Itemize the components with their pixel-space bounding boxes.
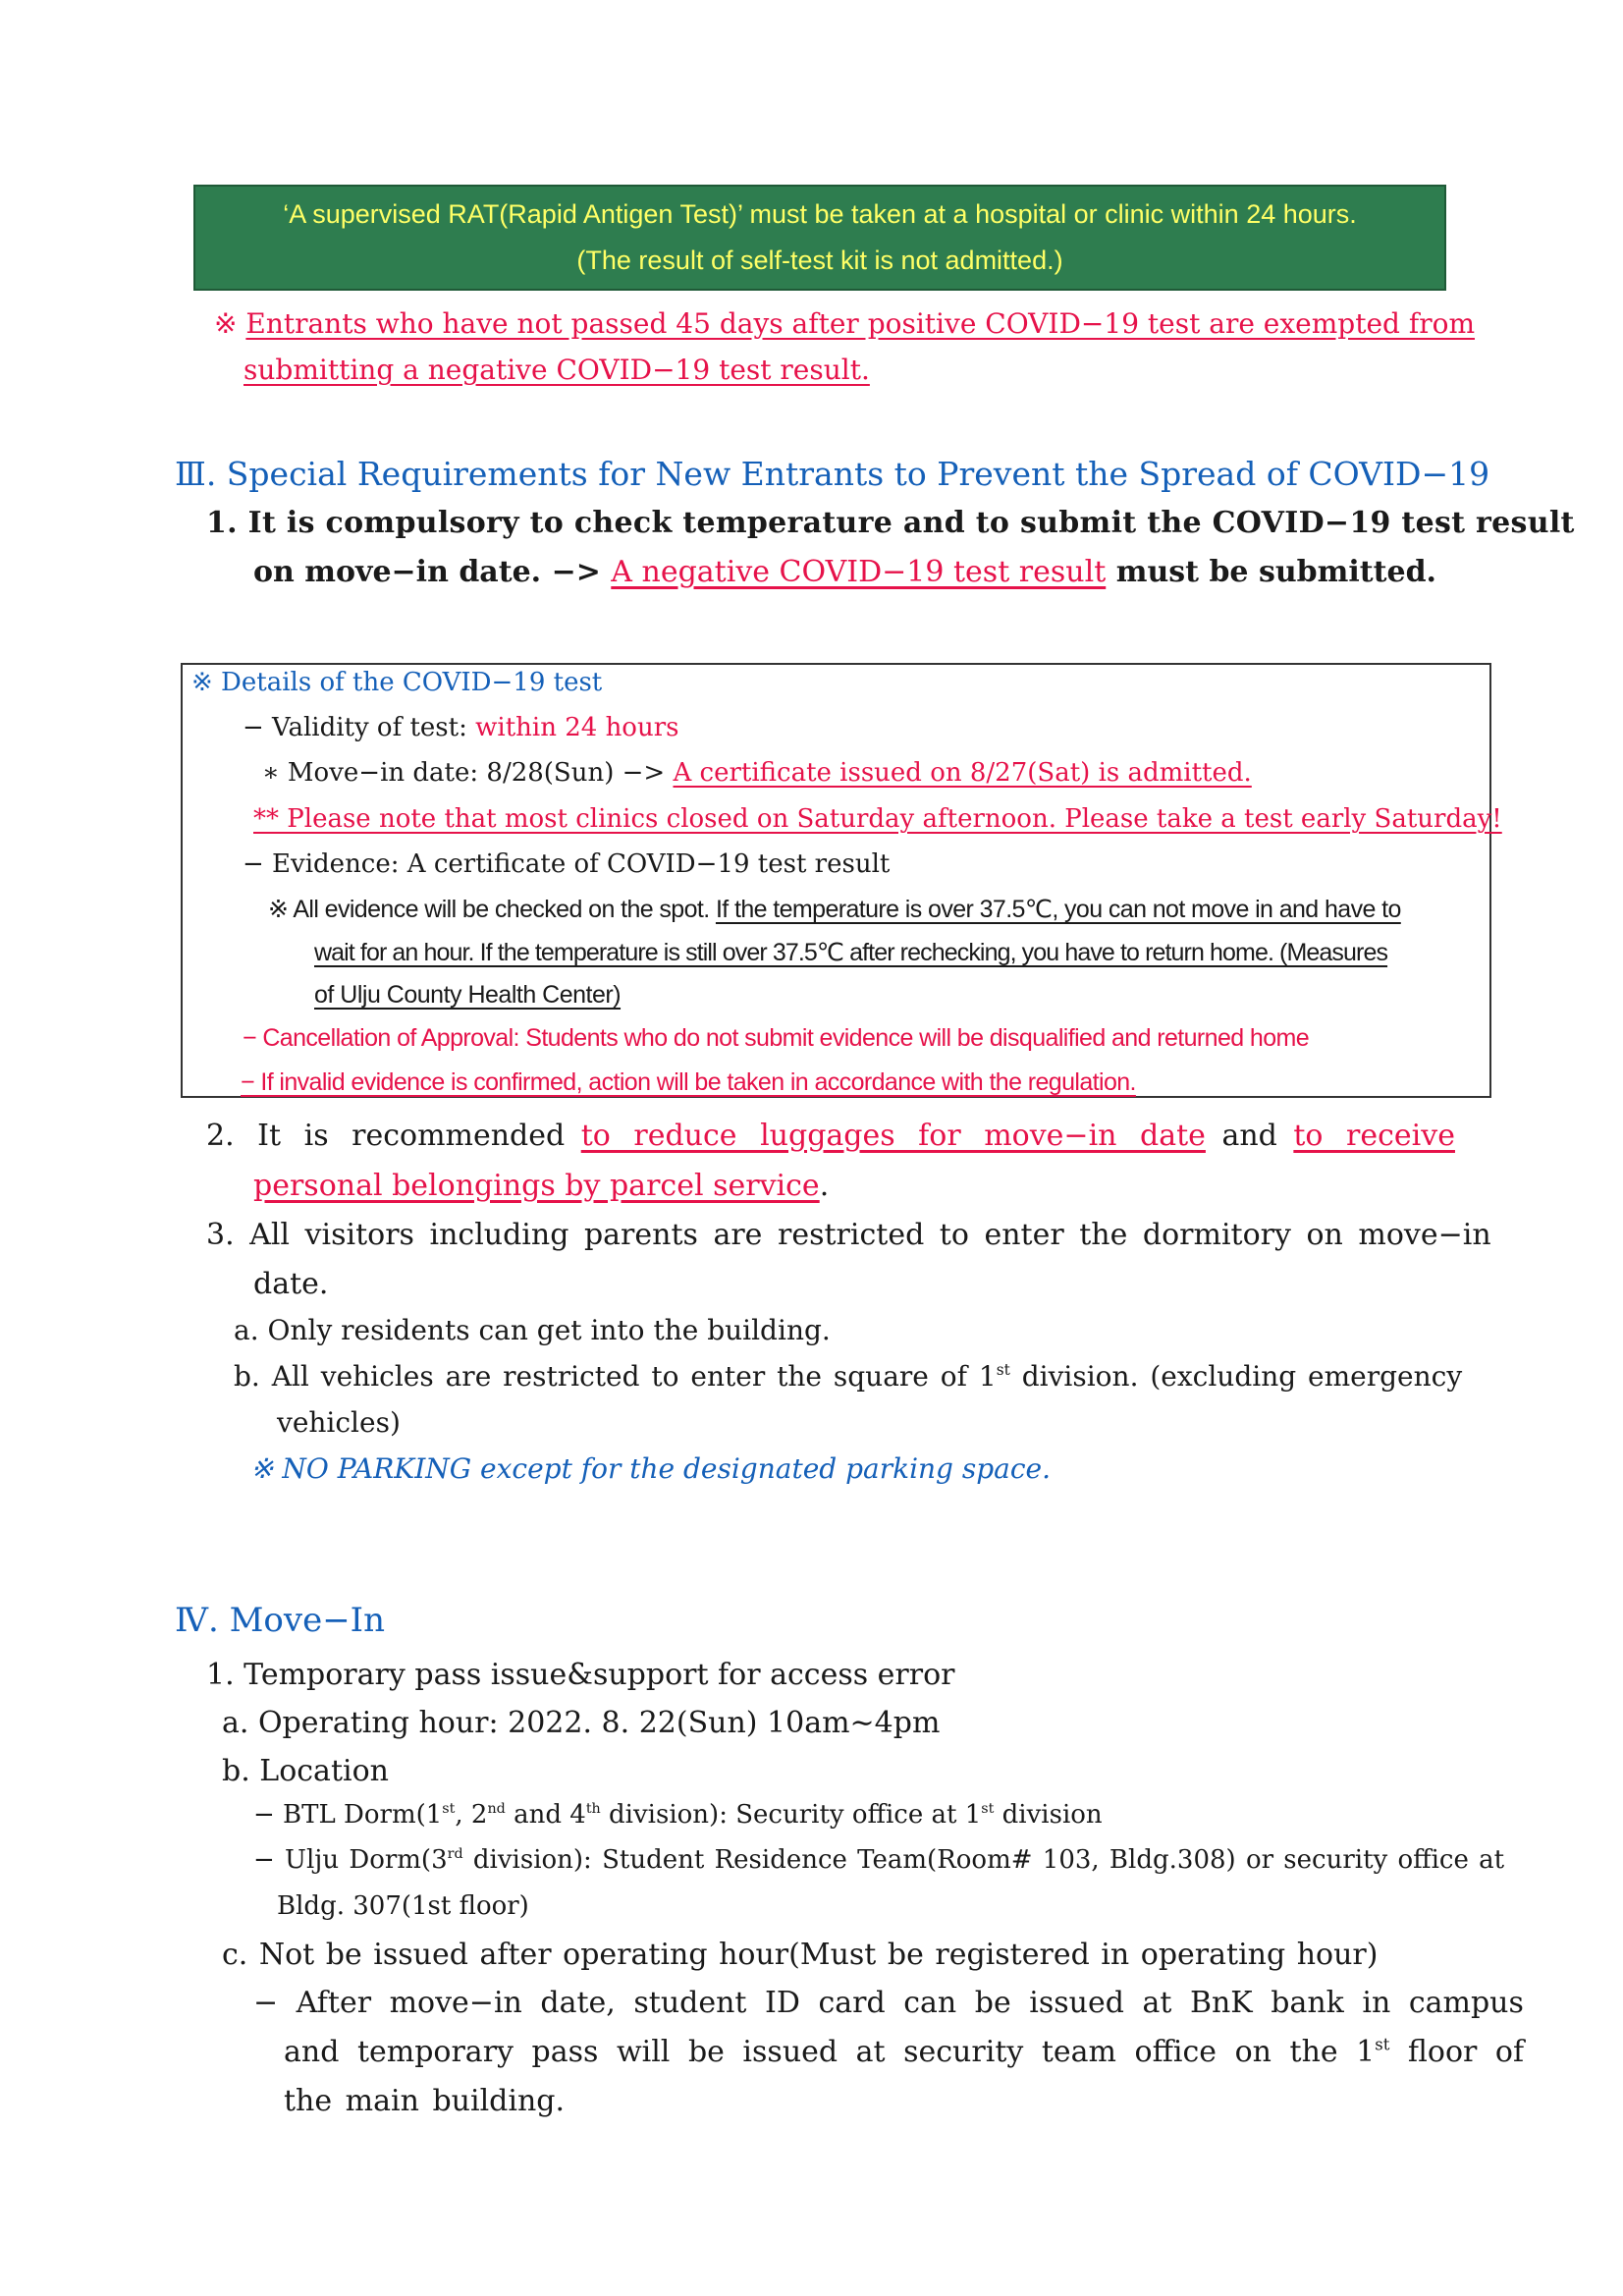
not-issued-line: c. Not be issued after operating hour(Must be registered in operating hour) <box>222 1938 1379 1972</box>
item-2-and: and <box>1221 1119 1277 1153</box>
validity-value: within 24 hours <box>475 713 679 742</box>
btl-text-1: − BTL Dorm(1 <box>253 1800 443 1830</box>
negative-test-highlight: A negative COVID−19 test result <box>611 555 1107 589</box>
item-1-text-a: on move−in date. −> <box>253 555 612 589</box>
banner-line-1: ‘A supervised RAT(Rapid Antigen Test)’ must be taken at a hospital or clinic within 24 hours. <box>283 199 1357 229</box>
exempt-note-line-2: submitting a negative COVID−19 test result. <box>243 354 870 386</box>
section-3-item-2-line-1 <box>206 1119 1455 1153</box>
ulju-dorm-line-2: Bldg. 307(1st floor) <box>277 1891 529 1921</box>
covid-test-banner <box>193 185 1446 291</box>
details-title: ※ Details of the COVID−19 test <box>191 668 603 697</box>
banner-line-2: (The result of self-test kit is not admitted.) <box>576 246 1063 275</box>
btl-text-4: division): Security office at 1 <box>600 1800 982 1830</box>
exempt-note-line-1 <box>214 307 1475 340</box>
after-movein-line-2 <box>284 2035 1524 2069</box>
cancellation-line: − Cancellation of Approval: Students who do not submit evidence will be disqualified and returned home <box>243 1024 1310 1052</box>
movein-value: A certificate issued on 8/27(Sat) is admitted. <box>673 758 1252 788</box>
section-3-item-1-line-1: 1. It is compulsory to check temperature and to submit the COVID−19 test result <box>206 506 1575 540</box>
check-line-1 <box>268 895 1401 924</box>
check-text-a: ※ All evidence will be checked on the spot. <box>268 896 716 923</box>
btl-text-5: division <box>994 1800 1103 1830</box>
ulju-text-1: − Ulju Dorm(3 <box>253 1845 448 1875</box>
btl-text-3: and 4 <box>505 1800 586 1830</box>
item-1-text-c: must be submitted. <box>1106 555 1436 589</box>
section-3-item-3-line-1: 3. All visitors including parents are restricted to enter the dormitory on move−in <box>206 1218 1491 1252</box>
parcel-service-highlight: personal belongings by parcel service <box>253 1169 820 1203</box>
item-3-b-line-1 <box>234 1360 1462 1393</box>
btl-sup-4: st <box>981 1801 995 1817</box>
btl-dorm-line <box>253 1800 1103 1830</box>
check-text-b: If the temperature is over 37.5℃, you can not move in and have to <box>715 896 1401 923</box>
movein-date-line <box>262 758 1252 788</box>
after-text-b: floor of <box>1389 2035 1525 2069</box>
btl-text-2: , 2 <box>455 1800 488 1830</box>
ulju-sup-1: rd <box>447 1846 463 1862</box>
receive-highlight: to receive <box>1293 1119 1455 1153</box>
ulju-text-2: division): Student Residence Team(Room# 103, Bldg.308) or security office at <box>462 1845 1505 1875</box>
section-4-heading: Ⅳ. Move−In <box>175 1601 386 1640</box>
parking-note: ※ NO PARKING except for the designated parking space. <box>250 1452 1052 1485</box>
item-3-a: a. Only residents can get into the building. <box>234 1314 831 1346</box>
validity-label: − Validity of test: <box>243 713 476 742</box>
section-3-item-2-line-2 <box>253 1169 829 1203</box>
invalid-evidence-line: − If invalid evidence is confirmed, action will be taken in accordance with the regulation. <box>241 1068 1136 1096</box>
movein-label: ∗ Move−in date: 8/28(Sun) −> <box>262 758 674 788</box>
item-3-b-pre: b. All vehicles are restricted to enter the square of 1 <box>234 1360 997 1393</box>
validity-line <box>243 713 678 742</box>
reduce-luggage-highlight: to reduce luggages for move−in date <box>580 1119 1206 1153</box>
item-3-b-sup: st <box>996 1361 1010 1380</box>
section-3-item-3-line-2: date. <box>253 1267 329 1301</box>
reference-mark: ※ <box>214 307 238 340</box>
after-movein-line-3: the main building. <box>284 2084 566 2118</box>
after-sup: st <box>1375 2035 1390 2054</box>
exempt-note-text: Entrants who have not passed 45 days after positive COVID−19 test are exempted from <box>245 307 1476 340</box>
item-3-b-line-2: vehicles) <box>277 1406 401 1439</box>
location-label: b. Location <box>222 1754 389 1788</box>
section-3-heading: Ⅲ. Special Requirements for New Entrants to Prevent the Spread of COVID−19 <box>175 455 1490 493</box>
item-2-period: . <box>819 1169 830 1203</box>
btl-sup-2: nd <box>487 1801 506 1817</box>
btl-sup-3: th <box>585 1801 601 1817</box>
ulju-dorm-line-1 <box>253 1845 1504 1875</box>
section-4-item-1: 1. Temporary pass issue&support for access error <box>206 1658 955 1692</box>
check-line-3: of Ulju County Health Center) <box>314 981 622 1009</box>
evidence-line: − Evidence: A certificate of COVID−19 test result <box>243 849 891 879</box>
item-3-b-post: division. (excluding emergency <box>1009 1360 1463 1393</box>
after-movein-line-1: − After move−in date, student ID card can be issued at BnK bank in campus <box>253 1986 1524 2020</box>
after-text-a: and temporary pass will be issued at security team office on the 1 <box>284 2035 1376 2069</box>
item-2-text: 2. It is recommended <box>206 1119 566 1153</box>
section-3-item-1-line-2 <box>253 555 1436 589</box>
btl-sup-1: st <box>442 1801 456 1817</box>
operating-hour: a. Operating hour: 2022. 8. 22(Sun) 10am∼4pm <box>222 1706 941 1740</box>
clinic-note: ** Please note that most clinics closed on Saturday afternoon. Please take a test early Saturday! <box>253 804 1502 834</box>
check-line-2: wait for an hour. If the temperature is still over 37.5℃ after rechecking, you have to return home. (Measures <box>314 939 1388 966</box>
